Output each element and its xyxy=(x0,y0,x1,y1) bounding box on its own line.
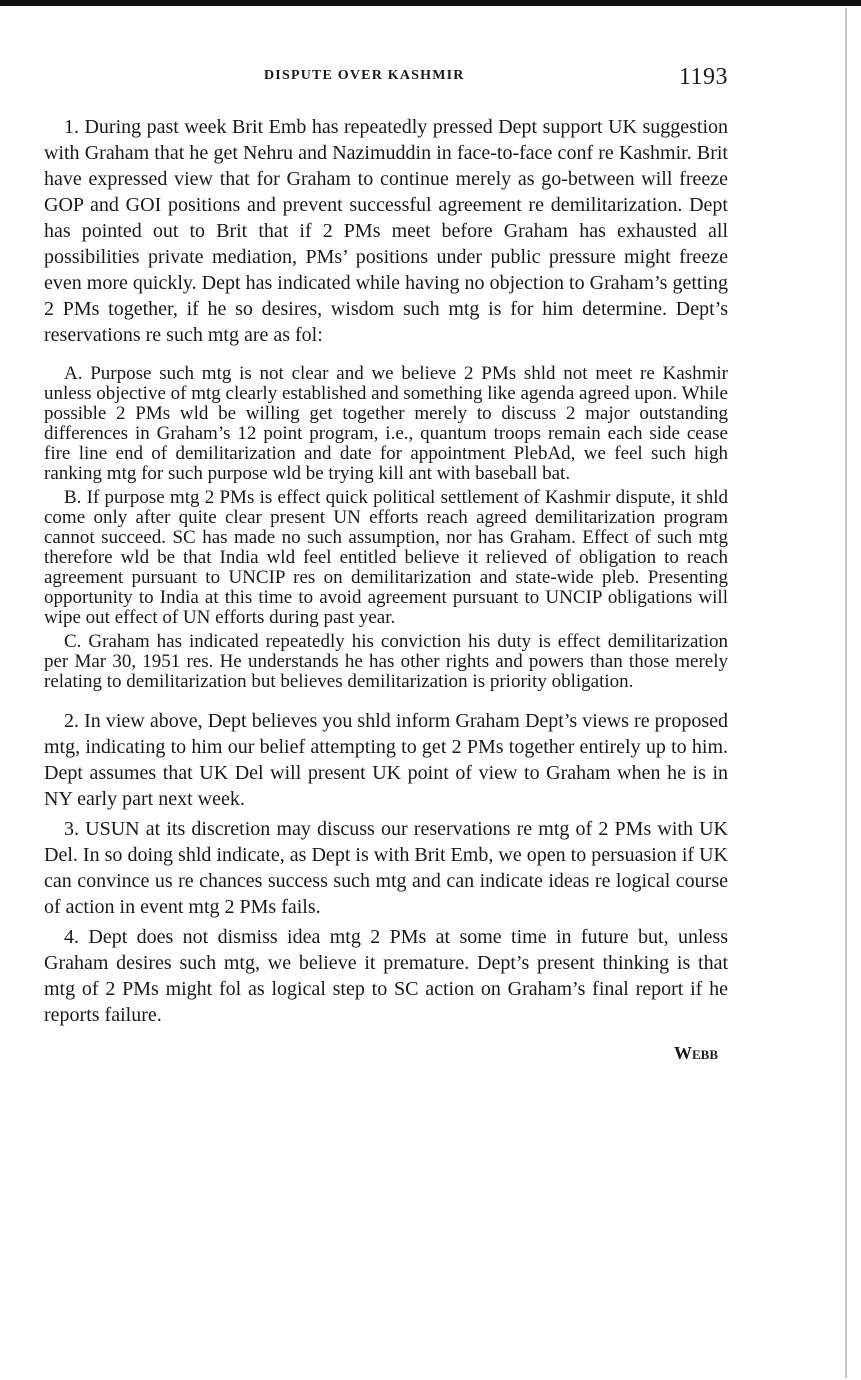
paragraph-3: 3. USUN at its discretion may discuss our reservations re mtg of 2 PMs with UK Del. In so doing shld indicate, as Dept is with Brit Emb, we open to persuasion if UK can convince us re chances success such mtg and can indicate ideas re logical course of action in event mtg 2 PMs fails. xyxy=(44,818,728,918)
page-edge xyxy=(845,8,847,1378)
top-border xyxy=(0,0,861,6)
document-body xyxy=(44,114,728,1066)
page-header xyxy=(44,64,730,98)
signature: Webb xyxy=(673,1043,718,1063)
paragraph-c: C. Graham has indicated repeatedly his conviction his duty is effect demilitarization per Mar 30, 1951 res. He understands he has other rights and powers than those merely relating to demilitarization but believes demilitarization is priority obligation. xyxy=(44,631,728,692)
paragraph-a: A. Purpose such mtg is not clear and we believe 2 PMs shld not meet re Kashmir unless objective of mtg clearly established and something like agenda agreed upon. While possible 2 PMs wld be willing get together merely to discuss 2 major outstanding differences in Graham’s 12 point program, i.e., quantum troops remain each side cease fire line end of demilitarization and date for appointment PlebAd, we feel such high ranking mtg for such purpose wld be trying kill ant with baseball bat. xyxy=(44,363,728,484)
paragraph-b: B. If purpose mtg 2 PMs is effect quick political settlement of Kashmir dispute, it shld come only after quite clear present UN efforts reach agreed demilitarization program cannot succeed. SC has made no such assumption, nor has Graham. Effect of such mtg therefore wld be that India wld feel entitled believe it relieved of obligation to reach agreement pursuant to UNCIP res on demilitarization and state-wide pleb. Presenting opportunity to India at this time to avoid agreement pursuant to UNCIP obligations will wipe out effect of UN efforts during past year. xyxy=(44,487,728,628)
paragraph-2: 2. In view above, Dept believes you shld inform Graham Dept’s views re proposed mtg, indicating to him our belief attempting to get 2 PMs together entirely up to him. Dept assumes that UK Del will present UK point of view to Graham when he is in NY early part next week. xyxy=(44,710,728,810)
paragraph-1: 1. During past week Brit Emb has repeatedly pressed Dept support UK suggestion with Graham that he get Nehru and Nazimuddin in face-to-face conf re Kashmir. Brit have expressed view that for Graham to continue merely as go-between will freeze GOP and GOI positions and prevent successful agreement re demilitarization. Dept has pointed out to Brit that if 2 PMs meet before Graham has exhausted all possibilities private mediation, PMs’ positions under public pressure might freeze even more quickly. Dept has indicated while having no objection to Graham’s getting 2 PMs together, if he so desires, wisdom such mtg is for him determine. Dept’s reservations re such mtg are as fol: xyxy=(44,116,728,346)
paragraph-4: 4. Dept does not dismiss idea mtg 2 PMs at some time in future but, unless Graham desires such mtg, we believe it premature. Dept’s present thinking is that mtg of 2 PMs might fol as logical step to SC action on Graham’s final report if he reports failure. xyxy=(44,926,728,1026)
page-number: 1193 xyxy=(678,64,728,90)
running-head: DISPUTE OVER KASHMIR xyxy=(264,68,465,83)
